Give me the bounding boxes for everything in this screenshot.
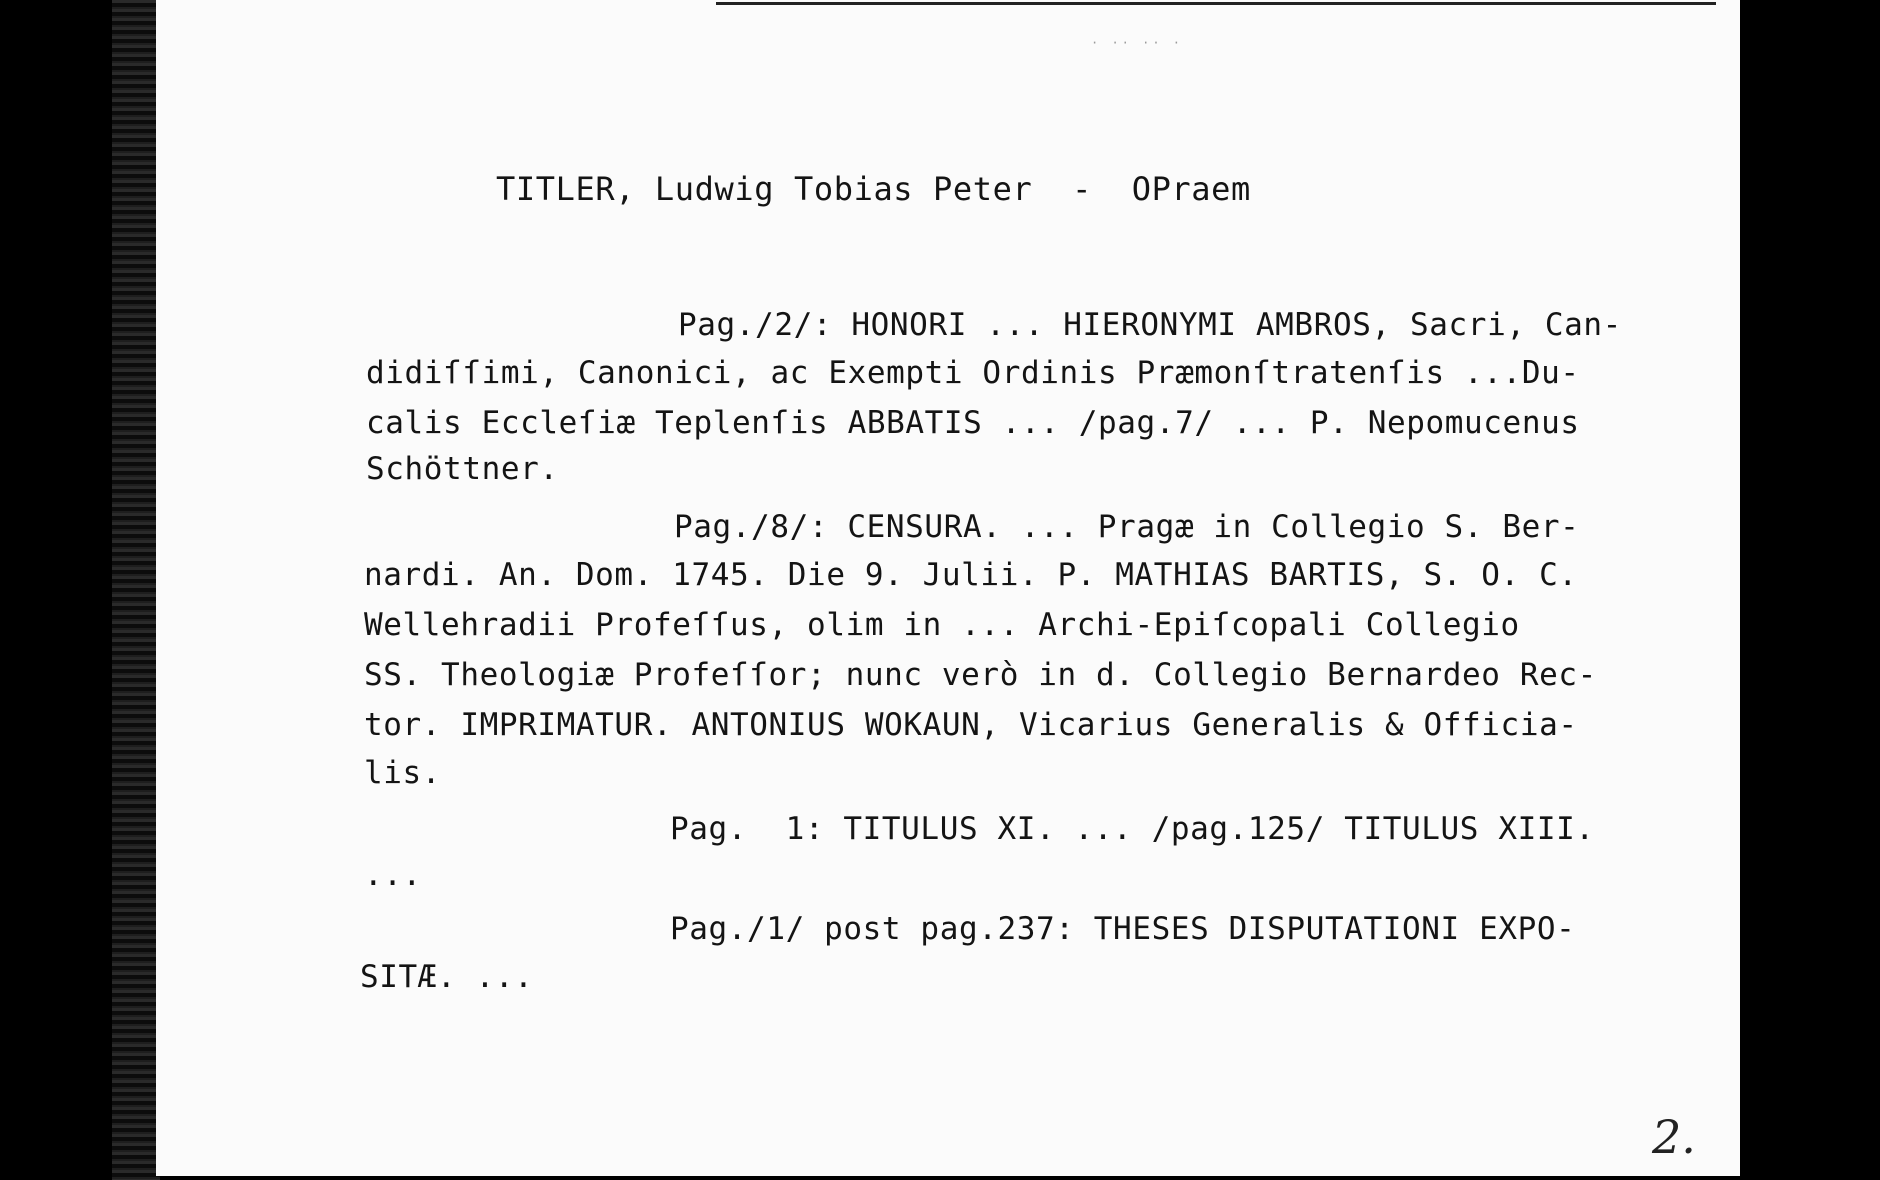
text-line: didiſſimi, Canonici, ac Exempti Ordinis Præmonſtratenſis ...Du- — [366, 355, 1580, 391]
text-line: Wellehradii Profeſſus, olim in ... Archi-Epiſcopali Collegio — [364, 607, 1520, 643]
text-line: Pag./8/: CENSURA. ... Pragæ in Collegio S. Ber- — [674, 509, 1580, 545]
text-line: SITÆ. ... — [360, 959, 534, 995]
text-line: Schöttner. — [366, 451, 559, 487]
text-line: tor. IMPRIMATUR. ANTONIUS WOKAUN, Vicarius Generalis & Officia- — [364, 707, 1578, 743]
card-stamp: · ·· ·· · — [1091, 36, 1184, 50]
text-line: ... — [364, 857, 422, 893]
catalog-card — [156, 0, 1740, 1176]
text-line: Pag./2/: HONORI ... HIERONYMI AMBROS, Sacri, Can- — [678, 307, 1622, 343]
text-line: Pag. 1: TITULUS XI. ... /pag.125/ TITULUS XIII. — [670, 811, 1595, 847]
page-number: 2. — [1652, 1110, 1696, 1164]
text-line: SS. Theologiæ Profeſſor; nunc verò in d. Collegio Bernardeo Rec- — [364, 657, 1597, 693]
text-line: nardi. An. Dom. 1745. Die 9. Julii. P. MATHIAS BARTIS, S. O. C. — [364, 557, 1578, 593]
text-line: calis Eccleſiæ Teplenſis ABBATIS ... /pag.7/ ... P. Nepomucenus — [366, 405, 1580, 441]
film-edge-strip — [112, 0, 160, 1180]
top-edge-rule — [716, 2, 1716, 5]
card-header: TITLER, Ludwig Tobias Peter - OPraem — [496, 170, 1251, 208]
text-line: lis. — [364, 755, 442, 791]
text-line: Pag./1/ post pag.237: THESES DISPUTATIONI EXPO- — [670, 911, 1576, 947]
